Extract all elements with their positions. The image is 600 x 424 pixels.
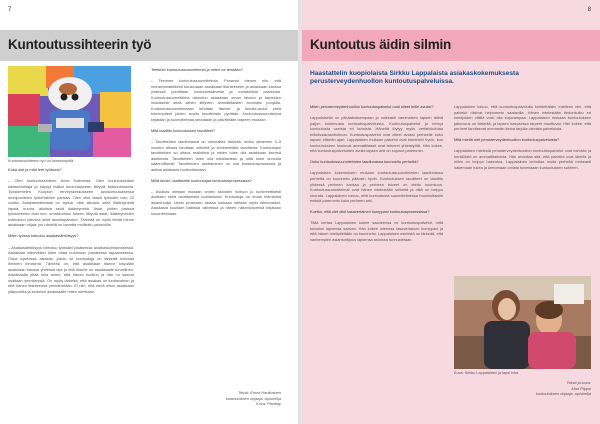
article-photo bbox=[8, 66, 131, 157]
header-band bbox=[0, 30, 298, 61]
credit-line: kuntoutuksen ohjaaja -opiskelija bbox=[225, 395, 281, 401]
question: Kuka olet ja mitä teet työksesi? bbox=[8, 167, 62, 172]
answer-paragraph: – Asiakaslähtöisyys toteutuu työssäni jokaisessa asiakaskohtaamisessa. Asiakkaat näkevätkin tulee ottaa huomioon jokaisessa tapaamisessa. Onpa kyseessä asiakas, jolloin se kuntoutuja on tärkeää kohdata ihminen ihmisenä. Tärkeää on, että asiakkaan tilanne käydään asiakkaan kanssa yhdessä läpi ja että tilanne on asiakkaalle turvallinen. Asiakkaalla pitää tulla tunne, että hänen kuultuu ja hän on saanut osaltaan ymmärrystä. On myös tärkeää, että asiakas on luottavainen ja että hänen tilanteensa ymmärretään. Ei niin, että minä olisin asiakkaan yläpuolella ja kertoisin asiakkaalle miten toimitaan. bbox=[8, 244, 134, 294]
answer-paragraph: – Teemme kuntoutussuunnitelmia. Prosessi etenee niin, että moniammatillisesti tutustutaan asiakkaan tilanteeseen ja asiakkaan kanssa yhdessä pohditaan kuntoutustarvetta ja mahdollisia palveluita. Kuntoutussuunnitelma rakentuu asiakkaan oman tahdon ja tarpeiden mukaisesti sekä siihen liittyvien ammattilaisten arvioiden pohjalta. Kuntoutussuunnitelmaan tehdään tilanne- ja tavoite-arviot sekä toimenpiteet joiden avulla tavoitteisiin pyritään. Kuntoutussuunnitelma kirjataan ja suunnitelmaa seurataan ja päivitetään tarpeen mukaan. bbox=[151, 78, 281, 122]
credit-line: Kuva: Pixabay bbox=[256, 401, 281, 407]
page-title: Kuntoutus äidin silmin bbox=[310, 37, 452, 52]
page-number: 8 bbox=[587, 7, 591, 13]
question: Onko kuntoutussuunnitelmien laadinnassa kuunneltu perhettä? bbox=[310, 159, 419, 165]
answer-paragraph: Lappalainen toivoo, että kuntoutuspalveluita kehitettäisiin edelleen niin, että palvelut olisivat helpommin saatavilla. Hänen mielestään tiedonkulku eri toimijoiden välillä voisi olla sujuvampaa. Lappalaisen mukaan kuntoutuksen jatkuvuus on tärkeää, ja lapsen kasvaessa tarpeet muuttuvat. Hän kokee, että perheet tarvitsevat enemmän tietoa tarjolla olevista palveluista. bbox=[454, 104, 591, 132]
article-credit bbox=[151, 390, 281, 420]
page-title: Kuntoutussihteerin työ bbox=[8, 37, 152, 52]
question: Koetko, että olet ollut tasavertainen kumppani kuntoutusprosessissa? bbox=[310, 209, 430, 215]
question: Millä tavoin osallistatte kuntoutujaa kuntoutusprosessissa? bbox=[151, 177, 252, 183]
photo-caption: Kuntoutussihteerin työ on toimistotyötä. bbox=[8, 159, 75, 163]
answer-paragraph: Lappalaisen kokemuksen mukaan kuntoutussuunnitelmien laadinnassa perhettä on kuunneltu pääosin hyvin. Kuntoutuksen tavoitteet on laadittu yhdessä perheen kanssa ja perheen toiveet on otettu huomioon. Kuntoutussuunnitelmat ovat hänen mielestään selkeitä ja niitä on helppo seurata. Lappalainen toivoo, että kuntoutusta suunniteltaessa huomioitaisiin entistä paremmin koko perheen arki. bbox=[310, 170, 443, 204]
article-column-1 bbox=[310, 104, 443, 420]
question: Miten perusterveydenhuollon kuntoutuspalvelut ovat olleet teille avuksi? bbox=[310, 104, 434, 109]
article-credit bbox=[454, 380, 591, 402]
answer-paragraph: – Olen kuntoutussihteeri Anne Kaitomaa. Olen koulutukseltani sairaanhoitaja ja käynyt lisäksi kuntoutukseen liittyviä lisäkoulutuksia. Työskentelen Kuopion terveyskeskukseen avokuntoutuksessa monipuolisten työtehtävien parissa. Olen ollut tässä työssäni noin 20 vuotta. Asiakasmateriaali on lapsia, niitä aikuisia sekä ikääntyneitä lapsia, nuoria, aikuisia sekä ikääntyneitä. Asiat, joiden parissa työskentelen ovat mm. omaishoidon tukeen liittyvät asiat, ikääntyneiden kotihoidon palvelut sekä asumispalvelut. Tärkeää on myös tietää minne asiakkaan ohjaa, jos hänellä on tarvetta muillekin palveluille. bbox=[8, 178, 134, 228]
article-photo bbox=[454, 276, 591, 369]
answer-paragraph: – Asiakas otetaan mukaan omien asioiden hoitoon jo konkreettisesti aloittaen sekä osoittamalla luottamusta. Kuntoutuja on oman elämänsä asiantuntija. Usein prosessin alussa mukaan otetaan myös lähiomaiset. Asiakasta kuullaan kaikissa vaiheissa ja hänen näkemyksensä kirjataan suunnitelmaan. bbox=[151, 188, 281, 216]
article-column-2 bbox=[151, 67, 281, 387]
credit-line: Mari Piippo bbox=[571, 385, 591, 391]
desk-toy-figure-image bbox=[8, 66, 131, 157]
answer-paragraph: Lappalaisella on pitkäaikaisempaan ja vaikeasti vammaisen lapsen äitinä paljon kokemusta kuntoutuspalveluista. Kuntoutuspalvelut ja tehnyt kuntoutusta useista eri tahoista. Häneltä löytyy myös vertailukohtaa erikoissairaanhoitoon. Kuntoutuspalvelut ovat olleet avuksi perheelle koko lapsen elämän ajan. Lappalaisen mukaan palvelut ovat toimineet hyvin, kun kuntoutukseen kuuluvat ammattilaiset ovat tehneet yhteistyötä. Hän kokee, että kuntoutuspalveluiden avulla lapsen arki on sujunut paremmin. bbox=[310, 115, 443, 154]
mother-and-child-image bbox=[454, 276, 591, 369]
answer-paragraph: Lappalaisen mielestä perusterveydenhuollon kuntoutuspalvelut ovat toimivia ja henkilöstö on ammattitaitoista. Hän arvostaa sitä, että palvelut ovat lähellä ja niihin on helppo hakeutua. Lappalainen kehottaa muita perheitä rohkeasti hakemaan tukea ja kertomaan omista toiveistaan kuntoutuksen suhteen. bbox=[454, 148, 591, 170]
credit-line: Teksti: Emmi Hartikainen bbox=[238, 390, 281, 395]
answer-paragraph: – Tavoitteiden laadinnassa on olennaista tärkeää, mutta viimeinen 3–5 vuoden aikana tarvitaan selkeitä ja konkreettisia tavoitteita. Kuntoutujan tavoitteiden on oltava realistisia ja niiden tulee olla asiakkaan itsensä asettamia. Tavoitteiden tulee olla mitattavissa ja niitä tulee arvioida säännöllisesti. Tavoitteiden asettaminen on osa kuntoutusprosessia ja auttaa asiakasta motivoitumaan. bbox=[151, 138, 281, 172]
photo-caption: Kuva: Sirkku Lappalainen ja lapsi Inka bbox=[454, 371, 519, 375]
lead-paragraph: Haastattelin kuopiolaista Sirkku Lappalaista asiakaskokemuksesta perusterveydenhuollon kuntoutuspalveluissa. bbox=[310, 70, 519, 86]
credit-line: Teksti ja kuva: bbox=[566, 380, 591, 385]
right-page bbox=[302, 0, 600, 424]
header-band bbox=[302, 30, 600, 61]
question: Teettekö kuntoutussuunnitelmia ja miten ne tehdään? bbox=[151, 67, 243, 72]
left-page bbox=[0, 0, 298, 424]
question: Miten työssä toteutuu asiakaslähtöisyys? bbox=[8, 233, 79, 239]
question: Mitä laadittu kuntoutuksen tavoitteet? bbox=[151, 127, 216, 133]
article-column-2 bbox=[454, 104, 591, 272]
credit-line: kuntoutuksen ohjaaja -opiskelija bbox=[535, 391, 591, 397]
answer-paragraph: Tällä kertaa Lappalainen kokee saaneensa ne kuntoutuspalvelut, mitä toivoikin lapsensa saavan. Hän kokee olleensa tasavertainen kumppani ja että hänen mielipiteitään on kuunneltu. Lappalaisen mielestä on tärkeää, että vanhempien asiantuntijuus lapsensa asioissa tunnustetaan. bbox=[310, 220, 443, 242]
question: Mitä mieltä olet perusterveydenhuollon kuntoutuspalveluista? bbox=[454, 137, 560, 143]
article-column-1 bbox=[8, 167, 134, 417]
page-number: 7 bbox=[8, 7, 12, 13]
